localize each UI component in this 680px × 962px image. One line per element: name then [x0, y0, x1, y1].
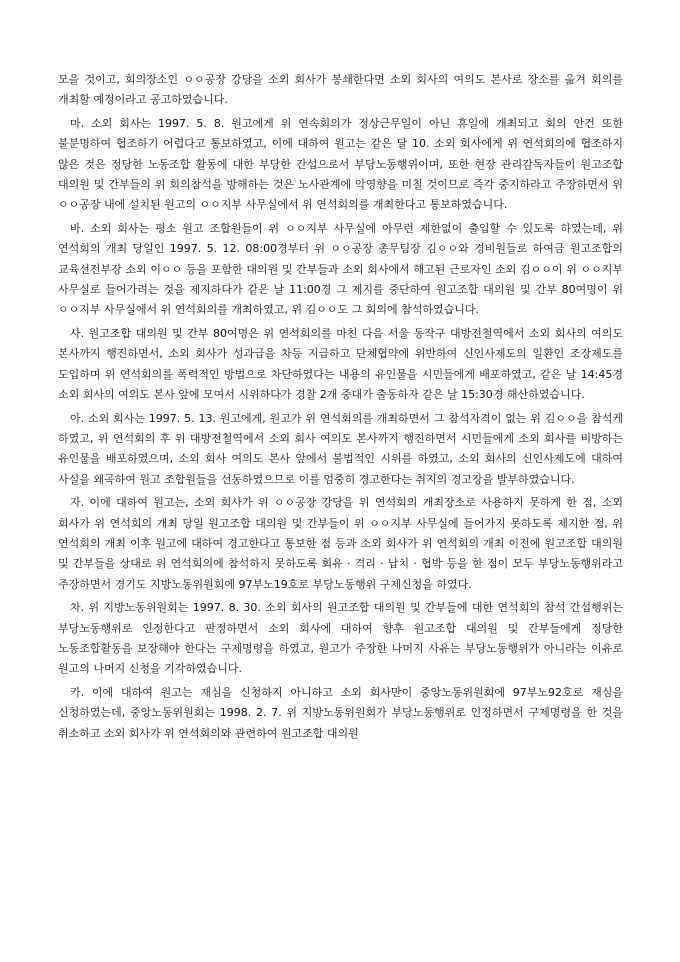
paragraph-ba: 바. 소외 회사는 평소 원고 조합원들이 위 ㅇㅇ지부 사무실에 아무런 제한없이 출입할 수 있도록 하였는데, 위 연석회의 개최 당일인 1997. 5. 12. 08:00경부터 위 ㅇㅇ공장 총무팀장 김ㅇㅇ와 경비원들로 하여금 원고조합의 교육선전부장 소외 이ㅇㅇ 등을 포함한 대의원 및 간부들과 소외 회사에서 해고된 근로자인 소외 김ㅇㅇ이 위 ㅇㅇ지부 사무실로 들어가려는 것을 제지하다가 같은 날 11:00경 그 제지를 중단하여 원고조합 대의원 및 간부 80여명이 위 ㅇㅇ지부 사무실에서 위 연석회의를 개최하였고, 위 김ㅇㅇ도 그 회의에 참석하였습니다.: [58, 221, 623, 317]
paragraph-ma: 마. 소외 회사는 1997. 5. 8. 원고에게 위 연속회의가 정상근무일이 아닌 휴일에 개최되고 회의 안건 또한 불분명하여 협조하기 어렵다고 통보하였고, 이에 대하여 원고는 같은 달 10. 소외 회사에게 위 연석회의에 협조하지 않은 것은 정당한 노동조합 활동에 대한 부당한 간섭으로서 부당노동행위이며, 또한 현장 관리감독자들이 원고조합 대의원 및 간부들의 위 회의참석을 방해하는 것은 노사관계에 악영향을 미칠 것이므로 즉각 중지하라고 주장하면서 위 ㅇㅇ공장 내에 설치된 원고의 ㅇㅇ지부 사무실에서 위 연석회의를 개최한다고 통보하였습니다.: [58, 116, 623, 212]
paragraph-ka: 카. 이에 대하여 원고는 재심을 신청하지 아니하고 소외 회사만이 중앙노동위원회에 97부노92호로 재심을 신청하였는데, 중앙노동위원회는 1998. 2. 7. 위 지방노동위원회가 부당노동행위로 인정하면서 구제명령을 한 것을 취소하고 소외 회사가 위 연석회의와 관련하여 원고조합 대의원: [58, 685, 623, 740]
paragraph-a: 아. 소외 회사는 1997. 5. 13. 원고에게, 원고가 위 연석회의를 개최하면서 그 참석자격이 없는 위 김ㅇㅇ을 참석케 하였고, 위 연석회의 후 위 대방전철역에서 소외 회사 여의도 본사까지 행진하면서 시민들에게 소외 회사를 비방하는 유인물을 배포하였으며, 소외 회사 여의도 본사 앞에서 불법적인 시위를 하였고, 소외 회사의 신인사제도에 대하여 사실을 왜곡하여 원고 조합원들을 선동하였으므로 이를 엄중히 경고한다는 취지의 경고장을 발부하였습니다.: [58, 411, 623, 486]
paragraph-cha: 차. 위 지방노동위원회는 1997. 8. 30. 소외 회사의 원고조합 대의원 및 간부들에 대한 연석회의 참석 간섭행위는 부당노동행위로 인정한다고 판정하면서 소외 회사에 대하여 향후 원고조합 대의원 및 간부들에게 정당한 노동조합활동을 보장해야 한다는 구제명령을 하였고, 원고가 주장한 나머지 사유는 부당노동행위가 아니라는 이유로 원고의 나머지 신청을 기각하였습니다.: [58, 601, 623, 676]
paragraph-continuation: 모을 것이고, 회의장소인 ㅇㅇ공장 강당을 소외 회사가 봉쇄한다면 소외 회사의 여의도 본사로 장소를 옮겨 회의를 개최할 예정이라고 공고하였습니다.: [58, 73, 623, 107]
paragraph-ja: 자. 이에 대하여 원고는, 소외 회사가 위 ㅇㅇ공장 강당을 위 연석회의 개최장소로 사용하지 못하게 한 점, 소외 회사가 위 연석회의 개최 당일 원고조합 대의원 및 간부들이 위 ㅇㅇ지부 사무실에 들어가지 못하도록 제지한 점, 위 연석회의 개최 이후 원고에 대하여 경고한다고 통보한 점 등과 소외 회사가 위 연석회의 개최 이전에 원고조합 대의원 및 간부들을 상대로 위 연석회의에 참석하지 못하도록 회유 · 격리 · 납치 · 협박 등을 한 점이 모두 부당노동행위라고 주장하면서 경기도 지방노동위원회에 97부노19호로 부당노동행위 구제신청을 하였다.: [58, 496, 623, 591]
paragraph-sa: 사. 원고조합 대의원 및 간부 80여명은 위 연석회의를 마친 다음 서울 동작구 대방전철역에서 소외 회사의 여의도 본사까지 행진하면서, 소외 회사가 성과급을 차등 지급하고 단체협약에 위반하여 신인사제도의 일환인 조장제도를 도입하며 위 연석회의를 폭력적인 방법으로 차단하였다는 내용의 유인물을 시민들에게 배포하였고, 같은 날 14:45경 소외 회사의 여의도 본사 앞에 모여서 시위하다가 경찰 2개 중대가 출동하자 같은 날 15:30경 해산하였습니다.: [58, 326, 623, 402]
